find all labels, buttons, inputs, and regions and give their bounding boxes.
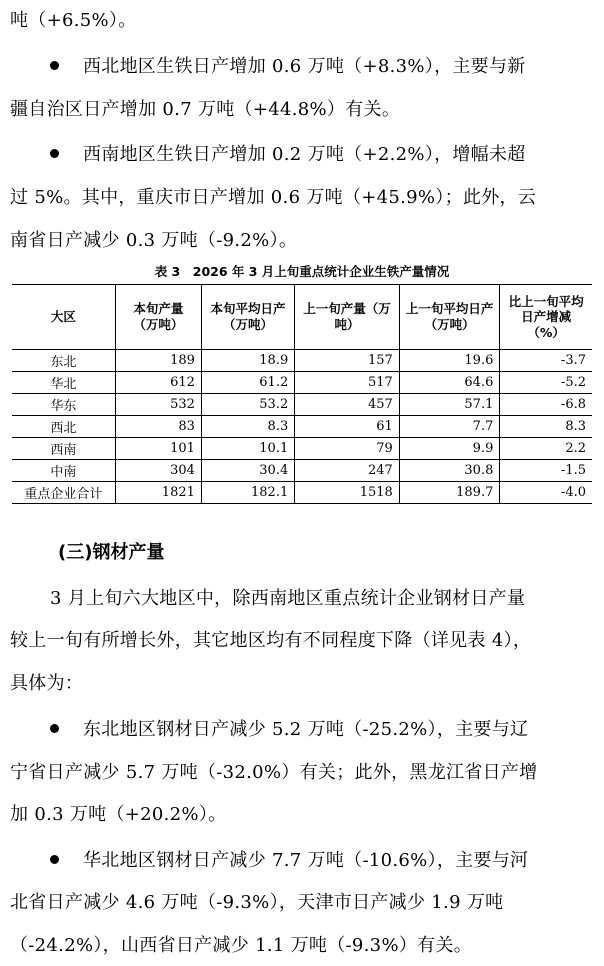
table-cell: 1518	[295, 482, 400, 504]
table-cell: 2.2	[500, 438, 592, 460]
text-line	[10, 226, 297, 252]
table-cell: -4.0	[500, 482, 592, 504]
table-cell: 61.2	[201, 372, 294, 394]
bullet-icon	[50, 724, 59, 733]
table-cell: 西北	[12, 416, 115, 438]
table-cell: 157	[295, 350, 400, 372]
table-cell: 30.8	[399, 460, 500, 482]
text-line	[10, 758, 538, 784]
table-cell: -6.8	[500, 394, 592, 416]
table-cell: 79	[295, 438, 400, 460]
table-header-row	[12, 285, 592, 350]
text-line	[10, 6, 137, 32]
table-cell: -1.5	[500, 460, 592, 482]
table-cell: 304	[115, 460, 201, 482]
table-cell: 9.9	[399, 438, 500, 460]
line-text: 华北地区钢材日产减少 7.7 万吨（-10.6%），主要与河	[83, 850, 529, 871]
text-line	[50, 52, 526, 78]
column-header: 比上一旬平均日产增减（%）	[500, 285, 592, 350]
table-caption: 表 3 2026 年 3 月上旬重点统计企业生铁产量情况	[154, 264, 450, 279]
table-cell: 19.6	[399, 350, 500, 372]
bullet-icon	[50, 855, 59, 864]
table-row	[12, 482, 592, 504]
line-text: 加 0.3 万吨（+20.2%）。	[10, 804, 227, 825]
column-header: 本旬平均日产（万吨）	[201, 285, 294, 350]
table-cell: 57.1	[399, 394, 500, 416]
text-line	[10, 669, 83, 695]
table-cell: 8.3	[500, 416, 592, 438]
text-line	[10, 800, 226, 826]
table-cell: 182.1	[201, 482, 294, 504]
table-row	[12, 350, 592, 372]
line-text: 南省日产减少 0.3 万吨（-9.2%）。	[10, 230, 298, 251]
bullet-icon	[50, 61, 59, 70]
line-text: 具体为：	[10, 673, 84, 694]
table-cell: 西南	[12, 438, 115, 460]
text-line	[50, 715, 528, 741]
line-text: 疆自治区日产增加 0.7 万吨（+44.8%）有关。	[10, 99, 401, 120]
line-text: 东北地区钢材日产减少 5.2 万吨（-25.2%），主要与辽	[83, 719, 529, 740]
table-cell: 189	[115, 350, 201, 372]
pig-iron-table	[12, 284, 592, 504]
table-cell: 532	[115, 394, 201, 416]
table-row	[12, 416, 592, 438]
line-text: 3 月上旬六大地区中，除西南地区重点统计企业钢材日产量	[50, 588, 526, 609]
column-header: 上一旬产量（万吨）	[295, 285, 400, 350]
section-heading: (三)钢材产量	[58, 542, 165, 563]
table-cell: 1821	[115, 482, 201, 504]
table-cell: 457	[295, 394, 400, 416]
text-line	[10, 931, 472, 957]
table-cell: 华东	[12, 394, 115, 416]
table-cell: 8.3	[201, 416, 294, 438]
table-cell: 10.1	[201, 438, 294, 460]
table-cell: 189.7	[399, 482, 500, 504]
line-text: 过 5%。其中，重庆市日产增加 0.6 万吨（+45.9%）；此外，云	[10, 187, 537, 208]
table-cell: 7.7	[399, 416, 500, 438]
table-cell: 东北	[12, 350, 115, 372]
line-text: 北省日产减少 4.6 万吨（-9.3%），天津市日产减少 1.9 万吨	[10, 892, 504, 913]
line-text: 西南地区生铁日产增加 0.2 万吨（+2.2%），增幅未超	[83, 144, 526, 165]
line-text: 宁省日产减少 5.7 万吨（-32.0%）有关；此外，黑龙江省日产增	[10, 762, 538, 783]
table-row	[12, 438, 592, 460]
table-cell: 30.4	[201, 460, 294, 482]
text-line	[10, 183, 536, 209]
line-text: 吨（+6.5%）。	[10, 10, 137, 31]
table-cell: 517	[295, 372, 400, 394]
table-row	[12, 372, 592, 394]
text-line	[10, 888, 503, 914]
table-cell: 重点企业合计	[12, 482, 115, 504]
table-cell: 64.6	[399, 372, 500, 394]
table-cell: 83	[115, 416, 201, 438]
line-text: 较上一旬有所增长外，其它地区均有不同程度下降（详见表 4），	[10, 630, 532, 651]
bullet-icon	[50, 149, 59, 158]
table-row	[12, 460, 592, 482]
text-line	[50, 846, 528, 872]
table-cell: 247	[295, 460, 400, 482]
table-cell: -5.2	[500, 372, 592, 394]
text-line	[10, 626, 531, 652]
table-cell: 18.9	[201, 350, 294, 372]
table-cell: 612	[115, 372, 201, 394]
table-cell: 华北	[12, 372, 115, 394]
table-cell: 61	[295, 416, 400, 438]
table-row	[12, 394, 592, 416]
table-cell: 101	[115, 438, 201, 460]
table-cell: -3.7	[500, 350, 592, 372]
text-line	[50, 584, 525, 610]
line-text: （-24.2%），山西省日产减少 1.1 万吨（-9.3%）有关。	[10, 935, 473, 956]
line-text: 西北地区生铁日产增加 0.6 万吨（+8.3%），主要与新	[83, 56, 526, 77]
column-header: 大区	[12, 285, 115, 350]
table-cell: 53.2	[201, 394, 294, 416]
text-line	[10, 95, 400, 121]
table-cell: 中南	[12, 460, 115, 482]
text-line	[50, 140, 526, 166]
column-header: 上一旬平均日产（万吨）	[399, 285, 500, 350]
column-header: 本旬产量（万吨）	[115, 285, 201, 350]
